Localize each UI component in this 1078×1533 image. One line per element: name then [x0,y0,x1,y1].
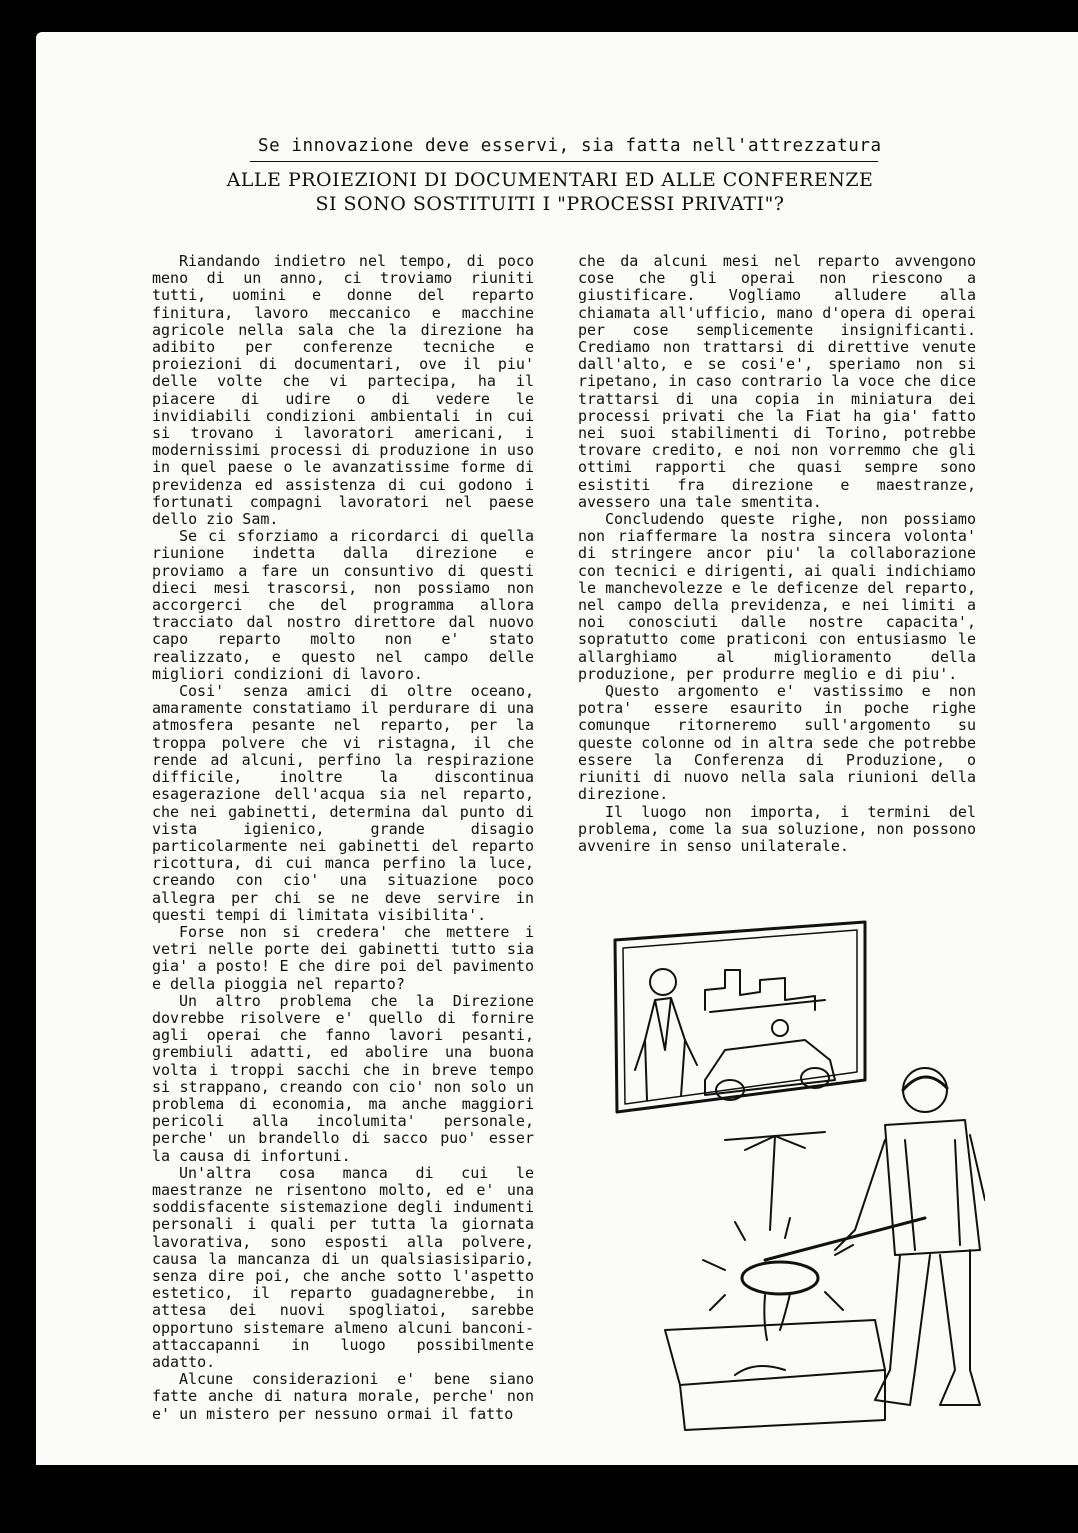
paragraph: Riandando indietro nel tempo, di poco meno di un anno, ci troviamo riuniti tutti, uomini e donne del reparto finitura, lavoro meccanico e macchine agricole nella sala che la direzione ha adibito per conferenze tecniche e proiezioni di documentari, ove il piu' delle volte che vi partecipa, ha il piacere di udire o di vedere le invidiabili condizioni ambientali in cui si trovano i lavoratori americani, i modernissimi processi di produzione in uso in quel paese o le avanzatissime forme di previdenza ed assistenza di cui godono i fortunati compagni lavoratori nel paese dello zio Sam. [152,252,534,529]
paragraph: Alcune considerazioni e' bene siano fatte anche di natura morale, perche' non e' un mistero per nessuno ormai il fatto [152,1370,534,1423]
article-headline [200,168,900,216]
paragraph: Un'altra cosa manca di cui le maestranze ne risentono molto, ed e' una soddisfacente sistemazione degli indumenti personali i quali per tutta la giornata lavorativa, sono esposti alla polvere, causa la mancanza di un qualsiasisipario, senza dire poi, che anche sotto l'aspetto estetico, il reparto guadagnerebbe, in attesa dei nuovi spogliatoi, sarebbe opportuno sistemare almeno alcuni banconi-attaccapanni in luogo possibilmente adatto. [152,1163,534,1371]
headline-line-2: SI SONO SOSTITUITI I "PROCESSI PRIVATI"? [315,193,785,215]
paragraph: Forse non si credera' che mettere i vetri nelle porte dei gabinetti tutto sia gia' a posto! E che dire poi del pavimento e della pioggia nel reparto? [152,922,534,993]
kicker-divider [250,161,878,162]
headline-line-1: ALLE PROIEZIONI DI DOCUMENTARI ED ALLE CONFERENZE [226,169,874,191]
paragraph: Il luogo non importa, i termini del problema, come la sua soluzione, non possono avvenire in senso unilaterale. [578,802,976,855]
paragraph: Un altro problema che la Direzione dovrebbe risolvere e' quello di fornire agli operai che fanno lavori pesanti, grembiuli adatti, ed abolire una buona volta i troppi sacchi che in breve tempo si strappano, creando con cio' non solo un problema di economia, ma anche maggiori pericoli alla incolumita' personale, perche' un brandello di sacco puo' esser la causa di infortuni. [152,991,534,1165]
foundry-worker-sketch-icon [585,900,985,1440]
paragraph: Questo argomento e' vastissimo e non potra' essere esaurito in poche righe comunque ritorneremo sull'argomento su queste colonne od in altra sede che potrebbe essere la Conferenza di Produzione, o riuniti di nuovo nella sala riunioni della direzione. [578,682,976,804]
paragraph: Se ci sforziamo a ricordarci di quella riunione indetta dalla direzione e proviamo a fare un consuntivo di questi dieci mesi trascorsi, non possiamo non accorgerci che del programma allora tracciato dal nostro direttore dal nuovo capo reparto molto non e' stato realizzato, e questo nel campo delle migliori condizioni di lavoro. [152,527,534,683]
paragraph: Concludendo queste righe, non possiamo non riaffermare la nostra sincera volonta' di stringere ancor piu' la collaborazione con tecnici e dirigenti, ai quali indichiamo le manchevolezze e le deficenze del reparto, nel campo della previdenza, e nei limiti a noi conosciuti dalle nostre capacita', sopratutto come praticoni con entusiasmo le allarghiamo al miglioramento della produzione, per produrre meglio e di piu'. [578,510,976,683]
left-column [152,253,534,1423]
paragraph: Cosi' senza amici di oltre oceano, amaramente constatiamo il perdurare di una atmosfera pesante nel reparto, per la troppa polvere che vi ristagna, il che rende ad alcuni, perfino la respirazione difficile, inoltre la discontinua esagerazione dell'acqua sia nel reparto, che nei gabinetti, determina dal punto di vista igienico, grande disagio particolarmente nei gabinetti del reparto ricottura, di cui manca perfino la luce, creando con cio' una situazione poco allegra per chi se ne deve servire in questi tempi di limitata visibilita'. [152,682,534,924]
article-kicker: Se innovazione deve esservi, sia fatta nell'attrezzatura [258,136,882,156]
paragraph-continuation: che da alcuni mesi nel reparto avvengono cose che gli operai non riescono a giustificare. Vogliamo alludere alla chiamata all'ufficio, mano d'opera di operai per cose semplicemente insignificanti. Crediamo non trattarsi di direttive venute dall'alto, e se cosi'e', speriamo non si ripetano, in caso contrario la voce che dice trattarsi di una copia in miniatura dei processi privati che la Fiat ha gia' fatto nei suoi stabilimenti di Torino, potrebbe trovare credito, e noi non vorremmo che gli ottimi rapporti che quasi sempre sono esistiti fra direzione e maestranze, avessero una tale smentita. [578,252,976,511]
right-column [578,253,976,855]
